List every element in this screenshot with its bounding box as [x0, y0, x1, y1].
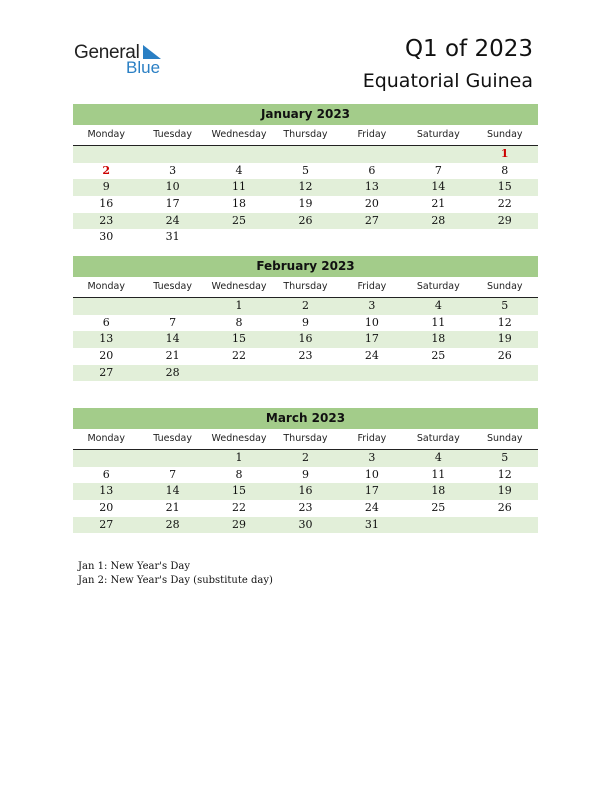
- day-cell: 10: [364, 467, 379, 481]
- day-cell: 25: [431, 349, 446, 363]
- weekday-label: Friday: [357, 433, 387, 444]
- week-row: [73, 331, 538, 348]
- day-cell: 26: [298, 213, 313, 227]
- day-cell: 23: [298, 501, 313, 515]
- day-cell: 16: [298, 332, 313, 346]
- day-cell: [73, 146, 139, 163]
- day-cell: [272, 365, 338, 382]
- day-cell: 12: [298, 180, 313, 194]
- day-cell: 10: [165, 180, 180, 194]
- day-cell: 11: [431, 467, 446, 481]
- day-cell: 14: [165, 332, 180, 346]
- day-cell: [139, 298, 205, 315]
- holiday-note: Jan 2: New Year's Day (substitute day): [78, 574, 273, 586]
- day-cell: 27: [99, 365, 114, 379]
- day-cell: [73, 450, 139, 467]
- week-row: [73, 450, 538, 467]
- day-cell: [472, 365, 538, 382]
- week-row: [73, 213, 538, 230]
- weekday-label: Friday: [357, 129, 387, 140]
- day-cell: 29: [497, 213, 512, 227]
- day-cell: 22: [232, 501, 247, 515]
- week-row: [73, 500, 538, 517]
- day-cell: 29: [232, 517, 247, 531]
- day-cell: 24: [165, 213, 180, 227]
- weekday-label: Thursday: [283, 129, 328, 140]
- day-cell: 1: [500, 147, 509, 160]
- day-cell: [206, 146, 272, 163]
- page-title: Q1 of 2023: [404, 36, 533, 62]
- week-row: [73, 483, 538, 500]
- day-cell: 27: [364, 213, 379, 227]
- day-cell: [339, 229, 405, 246]
- day-cell: 24: [364, 501, 379, 515]
- weekday-label: Tuesday: [153, 129, 192, 140]
- day-cell: 31: [165, 230, 180, 244]
- day-cell: [339, 146, 405, 163]
- day-cell: 7: [169, 467, 177, 481]
- week-row: [73, 467, 538, 484]
- month-title: January 2023: [73, 104, 538, 125]
- day-cell: 25: [232, 213, 247, 227]
- month-title: March 2023: [73, 408, 538, 429]
- day-cell: 4: [434, 299, 442, 312]
- day-cell: 21: [431, 197, 446, 211]
- day-cell: 28: [165, 365, 180, 379]
- day-cell: 13: [99, 484, 114, 498]
- day-cell: 20: [364, 197, 379, 211]
- week-row: [73, 298, 538, 315]
- day-cell: 27: [99, 517, 114, 531]
- day-cell: 3: [368, 451, 376, 464]
- weekday-header-row: [73, 432, 538, 450]
- day-cell: 23: [298, 349, 313, 363]
- day-cell: 9: [102, 180, 110, 194]
- day-cell: [139, 450, 205, 467]
- week-row: [73, 365, 538, 382]
- week-row: [73, 179, 538, 196]
- weekday-label: Saturday: [416, 433, 460, 444]
- weekday-label: Tuesday: [153, 281, 192, 292]
- day-cell: 17: [364, 484, 379, 498]
- day-cell: 18: [431, 332, 446, 346]
- day-cell: [472, 517, 538, 534]
- day-cell: 30: [298, 517, 313, 531]
- day-cell: 2: [301, 299, 309, 312]
- day-cell: 15: [497, 180, 512, 194]
- day-cell: 24: [364, 349, 379, 363]
- day-cell: 19: [497, 332, 512, 346]
- day-cell: 4: [434, 451, 442, 464]
- day-cell: [339, 365, 405, 382]
- day-cell: 19: [298, 197, 313, 211]
- day-cell: 26: [497, 501, 512, 515]
- weekday-label: Wednesday: [211, 281, 267, 292]
- day-cell: 26: [497, 349, 512, 363]
- day-cell: 14: [431, 180, 446, 194]
- day-cell: 23: [99, 213, 114, 227]
- weekday-label: Monday: [87, 433, 125, 444]
- day-cell: 1: [235, 299, 243, 312]
- brand-logo: [74, 42, 174, 78]
- day-cell: 5: [501, 451, 509, 464]
- weekday-label: Thursday: [283, 281, 328, 292]
- day-cell: 3: [169, 163, 177, 177]
- day-cell: 5: [301, 163, 309, 177]
- weekday-label: Friday: [357, 281, 387, 292]
- logo-text-general: General: [74, 42, 140, 63]
- weekday-label: Thursday: [283, 433, 328, 444]
- day-cell: 3: [368, 299, 376, 312]
- weekday-label: Monday: [87, 129, 125, 140]
- logo-text-blue: Blue: [126, 58, 161, 77]
- day-cell: 18: [232, 197, 247, 211]
- day-cell: [206, 365, 272, 382]
- day-cell: 15: [232, 484, 247, 498]
- week-row: [73, 146, 538, 163]
- week-row: [73, 163, 538, 180]
- day-cell: 9: [301, 315, 309, 329]
- day-cell: 1: [235, 451, 243, 464]
- day-cell: 2: [102, 163, 111, 177]
- day-cell: 30: [99, 230, 114, 244]
- day-cell: 18: [431, 484, 446, 498]
- day-cell: [139, 146, 205, 163]
- weekday-label: Wednesday: [211, 433, 267, 444]
- day-cell: [272, 146, 338, 163]
- weekday-label: Tuesday: [153, 433, 192, 444]
- day-cell: [206, 229, 272, 246]
- month-calendar-march: [73, 408, 538, 533]
- week-row: [73, 196, 538, 213]
- weekday-label: Sunday: [486, 281, 523, 292]
- weekday-header-row: [73, 128, 538, 146]
- day-cell: 8: [235, 315, 243, 329]
- day-cell: 17: [165, 197, 180, 211]
- day-cell: 28: [165, 517, 180, 531]
- day-cell: 20: [99, 501, 114, 515]
- weekday-header-row: [73, 280, 538, 298]
- day-cell: 15: [232, 332, 247, 346]
- day-cell: [405, 229, 471, 246]
- day-cell: [272, 229, 338, 246]
- day-cell: 13: [364, 180, 379, 194]
- day-cell: 19: [497, 484, 512, 498]
- day-cell: [405, 517, 471, 534]
- week-row: [73, 315, 538, 332]
- weekday-label: Saturday: [416, 129, 460, 140]
- day-cell: 11: [431, 315, 446, 329]
- day-cell: 6: [102, 315, 110, 329]
- day-cell: 17: [364, 332, 379, 346]
- day-cell: 16: [99, 197, 114, 211]
- day-cell: 5: [501, 299, 509, 312]
- holiday-notes: [78, 560, 273, 587]
- day-cell: [405, 365, 471, 382]
- day-cell: 20: [99, 349, 114, 363]
- day-cell: 14: [165, 484, 180, 498]
- day-cell: 21: [165, 501, 180, 515]
- day-cell: 6: [102, 467, 110, 481]
- day-cell: 7: [169, 315, 177, 329]
- day-cell: [405, 146, 471, 163]
- weekday-label: Monday: [87, 281, 125, 292]
- holiday-note: Jan 1: New Year's Day: [78, 561, 190, 572]
- day-cell: 7: [434, 163, 442, 177]
- day-cell: [472, 229, 538, 246]
- day-cell: 25: [431, 501, 446, 515]
- day-cell: 28: [431, 213, 446, 227]
- day-cell: 10: [364, 315, 379, 329]
- weekday-label: Wednesday: [211, 129, 267, 140]
- month-calendar-february: [73, 256, 538, 381]
- month-title: February 2023: [73, 256, 538, 277]
- week-row: [73, 348, 538, 365]
- day-cell: 9: [301, 467, 309, 481]
- day-cell: 31: [364, 517, 379, 531]
- weekday-label: Saturday: [416, 281, 460, 292]
- day-cell: 11: [232, 180, 247, 194]
- day-cell: 22: [232, 349, 247, 363]
- weekday-label: Sunday: [486, 129, 523, 140]
- day-cell: 16: [298, 484, 313, 498]
- day-cell: 6: [368, 163, 376, 177]
- day-cell: 21: [165, 349, 180, 363]
- day-cell: 4: [235, 163, 243, 177]
- weekday-label: Sunday: [486, 433, 523, 444]
- day-cell: 8: [235, 467, 243, 481]
- day-cell: 22: [497, 197, 512, 211]
- day-cell: 12: [497, 315, 512, 329]
- month-calendar-january: [73, 104, 538, 246]
- week-row: [73, 229, 538, 246]
- day-cell: [73, 298, 139, 315]
- day-cell: 13: [99, 332, 114, 346]
- day-cell: 12: [497, 467, 512, 481]
- country-subtitle: Equatorial Guinea: [362, 70, 533, 92]
- week-row: [73, 517, 538, 534]
- day-cell: 8: [501, 163, 509, 177]
- day-cell: 2: [301, 451, 309, 464]
